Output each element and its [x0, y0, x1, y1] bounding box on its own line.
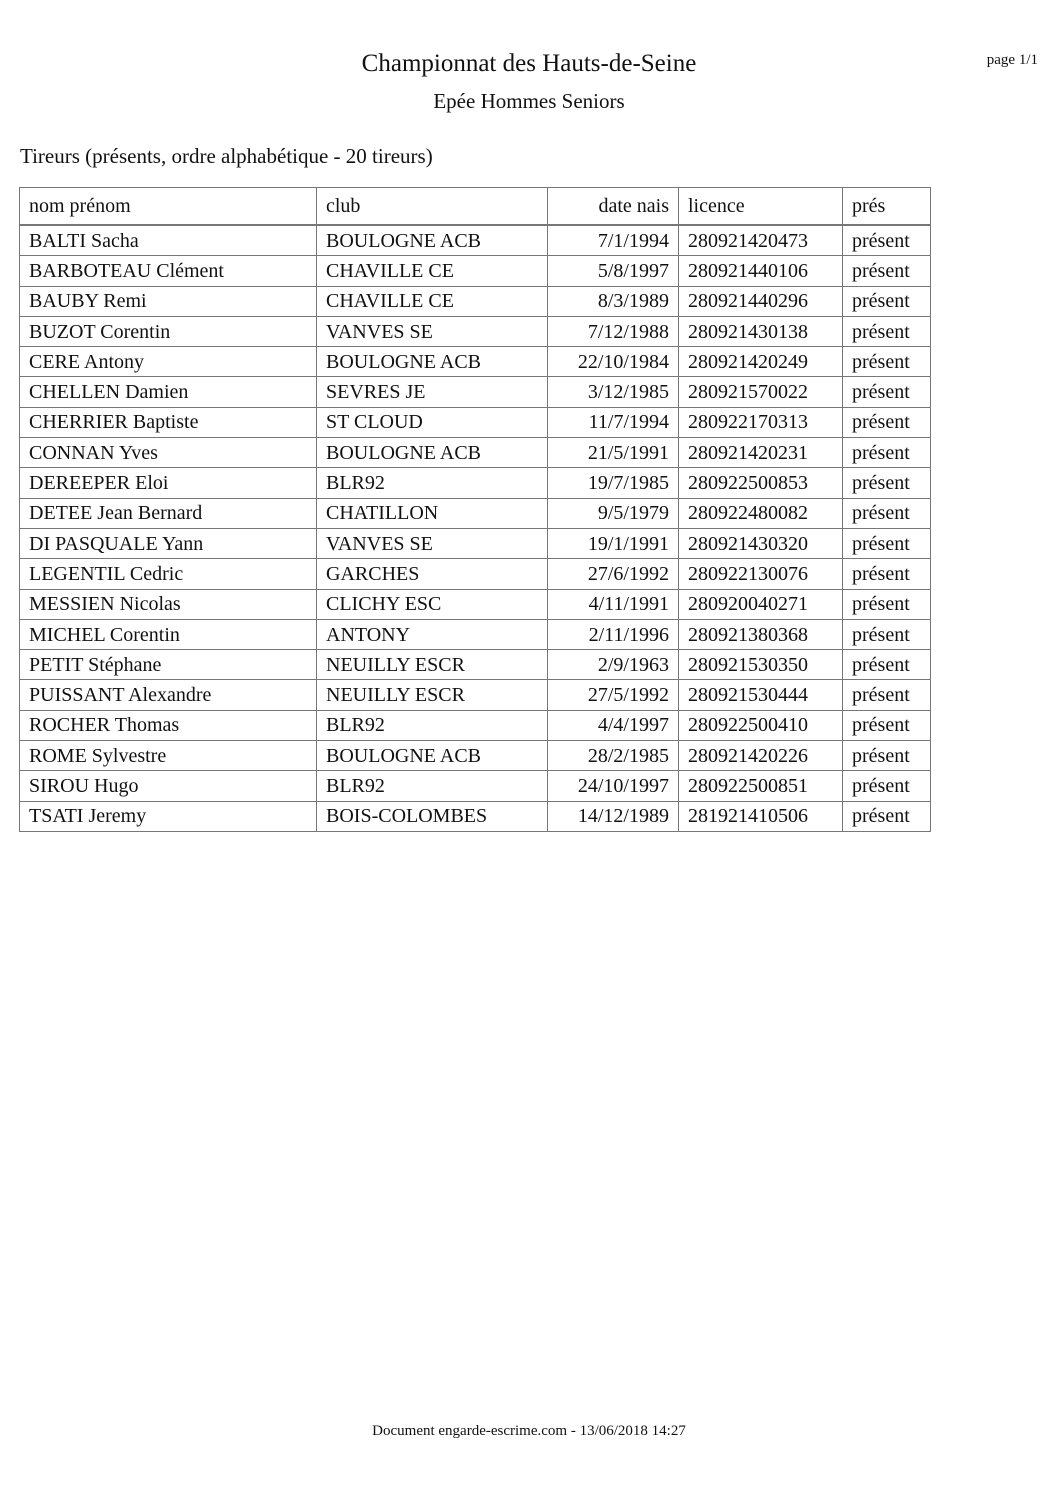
- cell-name: MICHEL Corentin: [20, 619, 317, 649]
- cell-presence: présent: [843, 559, 931, 589]
- cell-name: BUZOT Corentin: [20, 316, 317, 346]
- cell-licence: 280922170313: [679, 407, 843, 437]
- cell-name: ROCHER Thomas: [20, 710, 317, 740]
- table-row: [20, 619, 931, 649]
- cell-licence: 280921530444: [679, 680, 843, 710]
- cell-birthdate: 7/1/1994: [548, 225, 679, 256]
- cell-name: PETIT Stéphane: [20, 650, 317, 680]
- cell-club: CHAVILLE CE: [317, 256, 548, 286]
- cell-club: BOULOGNE ACB: [317, 225, 548, 256]
- cell-club: BLR92: [317, 468, 548, 498]
- column-header-name: nom prénom: [20, 188, 317, 226]
- cell-licence: 280921530350: [679, 650, 843, 680]
- fencers-table: [19, 187, 931, 832]
- cell-presence: présent: [843, 286, 931, 316]
- table-row: [20, 771, 931, 801]
- cell-birthdate: 19/7/1985: [548, 468, 679, 498]
- cell-presence: présent: [843, 589, 931, 619]
- section-title: Tireurs (présents, ordre alphabétique - 20 tireurs): [20, 144, 433, 168]
- cell-licence: 280922500853: [679, 468, 843, 498]
- table-row: [20, 528, 931, 558]
- cell-name: DI PASQUALE Yann: [20, 528, 317, 558]
- document-footer: Document engarde-escrime.com - 13/06/2018 14:27: [372, 1423, 686, 1439]
- cell-presence: présent: [843, 801, 931, 831]
- cell-presence: présent: [843, 468, 931, 498]
- table-row: [20, 225, 931, 256]
- cell-presence: présent: [843, 498, 931, 528]
- cell-club: GARCHES: [317, 559, 548, 589]
- column-header-licence: licence: [679, 188, 843, 226]
- table-row: [20, 377, 931, 407]
- cell-club: BOIS-COLOMBES: [317, 801, 548, 831]
- cell-club: CHATILLON: [317, 498, 548, 528]
- table-header-row: [20, 188, 931, 226]
- cell-presence: présent: [843, 256, 931, 286]
- cell-birthdate: 4/11/1991: [548, 589, 679, 619]
- table-row: [20, 347, 931, 377]
- cell-birthdate: 5/8/1997: [548, 256, 679, 286]
- cell-licence: 280921440296: [679, 286, 843, 316]
- cell-name: BAUBY Remi: [20, 286, 317, 316]
- cell-licence: 280921420473: [679, 225, 843, 256]
- table-row: [20, 801, 931, 831]
- cell-birthdate: 19/1/1991: [548, 528, 679, 558]
- cell-presence: présent: [843, 771, 931, 801]
- cell-birthdate: 11/7/1994: [548, 407, 679, 437]
- column-header-birthdate: date nais: [548, 188, 679, 226]
- table-row: [20, 256, 931, 286]
- table-body: [20, 225, 931, 831]
- cell-club: NEUILLY ESCR: [317, 680, 548, 710]
- cell-birthdate: 24/10/1997: [548, 771, 679, 801]
- cell-name: CHERRIER Baptiste: [20, 407, 317, 437]
- cell-birthdate: 9/5/1979: [548, 498, 679, 528]
- cell-birthdate: 4/4/1997: [548, 710, 679, 740]
- cell-presence: présent: [843, 407, 931, 437]
- cell-club: VANVES SE: [317, 316, 548, 346]
- cell-name: CHELLEN Damien: [20, 377, 317, 407]
- cell-licence: 280921420226: [679, 741, 843, 771]
- table-row: [20, 286, 931, 316]
- document-title: Championnat des Hauts-de-Seine: [361, 50, 697, 77]
- cell-licence: 280921430320: [679, 528, 843, 558]
- cell-licence: 281921410506: [679, 801, 843, 831]
- cell-presence: présent: [843, 710, 931, 740]
- column-header-club: club: [317, 188, 548, 226]
- cell-name: TSATI Jeremy: [20, 801, 317, 831]
- cell-name: SIROU Hugo: [20, 771, 317, 801]
- page-number: page 1/1: [986, 52, 1038, 68]
- table-row: [20, 468, 931, 498]
- cell-licence: 280920040271: [679, 589, 843, 619]
- table-row: [20, 438, 931, 468]
- table-row: [20, 680, 931, 710]
- cell-presence: présent: [843, 377, 931, 407]
- cell-club: BOULOGNE ACB: [317, 438, 548, 468]
- table-row: [20, 498, 931, 528]
- cell-club: ANTONY: [317, 619, 548, 649]
- cell-club: CLICHY ESC: [317, 589, 548, 619]
- cell-presence: présent: [843, 619, 931, 649]
- cell-presence: présent: [843, 528, 931, 558]
- cell-birthdate: 22/10/1984: [548, 347, 679, 377]
- cell-licence: 280921440106: [679, 256, 843, 286]
- cell-club: ST CLOUD: [317, 407, 548, 437]
- cell-name: PUISSANT Alexandre: [20, 680, 317, 710]
- cell-birthdate: 3/12/1985: [548, 377, 679, 407]
- cell-birthdate: 27/5/1992: [548, 680, 679, 710]
- cell-presence: présent: [843, 741, 931, 771]
- cell-presence: présent: [843, 347, 931, 377]
- cell-birthdate: 21/5/1991: [548, 438, 679, 468]
- cell-name: DEREEPER Eloi: [20, 468, 317, 498]
- cell-licence: 280922500851: [679, 771, 843, 801]
- cell-club: BOULOGNE ACB: [317, 347, 548, 377]
- cell-presence: présent: [843, 680, 931, 710]
- cell-licence: 280921380368: [679, 619, 843, 649]
- cell-licence: 280921420231: [679, 438, 843, 468]
- cell-club: BLR92: [317, 710, 548, 740]
- cell-presence: présent: [843, 316, 931, 346]
- cell-name: CERE Antony: [20, 347, 317, 377]
- cell-name: CONNAN Yves: [20, 438, 317, 468]
- table-row: [20, 559, 931, 589]
- cell-birthdate: 28/2/1985: [548, 741, 679, 771]
- cell-name: BARBOTEAU Clément: [20, 256, 317, 286]
- cell-birthdate: 14/12/1989: [548, 801, 679, 831]
- table-row: [20, 650, 931, 680]
- column-header-presence: prés: [843, 188, 931, 226]
- cell-licence: 280922130076: [679, 559, 843, 589]
- cell-birthdate: 2/9/1963: [548, 650, 679, 680]
- cell-presence: présent: [843, 225, 931, 256]
- cell-name: ROME Sylvestre: [20, 741, 317, 771]
- table-row: [20, 316, 931, 346]
- cell-club: CHAVILLE CE: [317, 286, 548, 316]
- table-row: [20, 589, 931, 619]
- table-row: [20, 407, 931, 437]
- cell-name: MESSIEN Nicolas: [20, 589, 317, 619]
- cell-name: LEGENTIL Cedric: [20, 559, 317, 589]
- cell-licence: 280922480082: [679, 498, 843, 528]
- cell-birthdate: 27/6/1992: [548, 559, 679, 589]
- cell-birthdate: 7/12/1988: [548, 316, 679, 346]
- cell-club: BOULOGNE ACB: [317, 741, 548, 771]
- cell-club: VANVES SE: [317, 528, 548, 558]
- cell-licence: 280922500410: [679, 710, 843, 740]
- cell-club: SEVRES JE: [317, 377, 548, 407]
- cell-licence: 280921570022: [679, 377, 843, 407]
- table-row: [20, 741, 931, 771]
- cell-licence: 280921420249: [679, 347, 843, 377]
- cell-birthdate: 8/3/1989: [548, 286, 679, 316]
- cell-name: BALTI Sacha: [20, 225, 317, 256]
- cell-club: NEUILLY ESCR: [317, 650, 548, 680]
- cell-birthdate: 2/11/1996: [548, 619, 679, 649]
- table-row: [20, 710, 931, 740]
- cell-licence: 280921430138: [679, 316, 843, 346]
- cell-club: BLR92: [317, 771, 548, 801]
- document-subtitle: Epée Hommes Seniors: [433, 89, 625, 113]
- cell-name: DETEE Jean Bernard: [20, 498, 317, 528]
- cell-presence: présent: [843, 438, 931, 468]
- cell-presence: présent: [843, 650, 931, 680]
